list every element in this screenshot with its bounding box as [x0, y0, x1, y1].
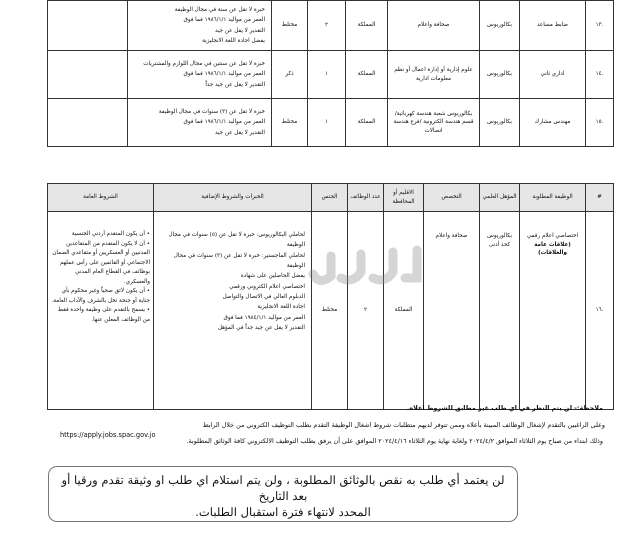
header-governorate: الاقليم أو المحافظة — [384, 184, 424, 212]
requirements — [128, 51, 272, 99]
job-count: ٢ — [308, 1, 346, 51]
condition-item: • أن يكون لائق صحياً وغير محكوم بأي جناية أو جنحة تخل بالشرف والآداب العامة. — [51, 287, 150, 306]
row-number: .١٦ — [586, 212, 614, 410]
job-title: مهندس مشارك — [520, 99, 586, 147]
requirement-line: اختصاصي اعلام الكتروني ورقمي — [229, 283, 305, 290]
governorate: المملكة — [346, 51, 388, 99]
condition-item: • أن لا يكون المتقدم من المتقاعدين المدنيين أو العسكريين أو متقاعدي الضمان الاجتماعي أو القائمين على رأس عملهم بوظائف في القطاع العام المدني والعسكري. — [51, 240, 150, 288]
header-title: الوظيفة المطلوبة — [520, 184, 586, 212]
table-row — [48, 99, 614, 147]
notice-line: لن يعتمد أي طلب به نقص بالوثائق المطلوبة ، ولن يتم استلام اي طلب او وثيقة تقدم ورقيا أو بعد التاريخ — [61, 473, 505, 504]
table-header-row — [48, 184, 614, 212]
job-title-line: اختصاصي اعلام رقمي — [526, 233, 579, 239]
note-dates: وذلك ابتداء من صباح يوم الثلاثاء الموافق ٢٠٢٤/٤/٢ ولغاية نهاية يوم الثلاثاء ٢٠٢٤/٤/١٦ الموافق على أن يرفق بطلب التوظيف الالكتروني كافة الوثائق المطلوبة. — [186, 437, 603, 445]
header-conditions: الشروط العامة — [48, 184, 154, 212]
requirement-line: خبرة لا تقل عن (٣) سنوات في مجال الوظيفة — [158, 108, 265, 115]
gender: ذكر — [272, 51, 308, 99]
specialization: بكالوريوس شعبة هندسة كهربائية/قسم هندسة الكترونية /فرع هندسة اتصالات — [388, 99, 480, 147]
header-qualification: المؤهل العلمي — [480, 184, 520, 212]
notice-line: المحدد لانتهاء فترة استقبال الطلبات. — [195, 505, 371, 520]
gender: مختلط — [312, 212, 348, 410]
job-title-line: (علاقات عامة — [534, 241, 571, 248]
job-count: ١ — [308, 51, 346, 99]
condition-item: • أن يكون المتقدم أردني الجنسية — [51, 230, 150, 240]
requirement-line: لحاملي الماجستير: خبرة لا تقل عن (٣) سنوات في مجال الوظيفة — [173, 252, 305, 270]
gender: مختلط — [272, 1, 308, 51]
header-count: عدد الوظائف — [348, 184, 384, 212]
table-row — [48, 1, 614, 51]
requirements — [154, 212, 312, 410]
requirement-line: التقدير لا يقل عن جيد — [215, 129, 265, 136]
general-conditions — [48, 1, 128, 51]
row-number: .١٥ — [586, 99, 614, 147]
row-number: .١٤ — [586, 51, 614, 99]
notice-box — [48, 466, 518, 522]
requirement-line: العمر من مواليد ١٩٨٦/١/١ فما فوق — [183, 119, 265, 126]
job-title: اداري ثاني — [520, 51, 586, 99]
header-gender: الجنس — [312, 184, 348, 212]
specialization: صحافة واعلام — [424, 212, 480, 410]
table-row — [48, 51, 614, 99]
governorate: المملكة — [346, 1, 388, 51]
qualification: بكالوريوس — [480, 99, 520, 147]
header-requirements: الخبرات والشروط الإضافية — [154, 184, 312, 212]
note-title: ملاحظة:- لن يتم النظر في اي طلب غير مطابق للشروط اعلاه. — [406, 404, 603, 412]
requirement-line: خبرة لا تقل عن سنة في مجال الوظيفة — [174, 6, 265, 13]
note-apply-instructions: وعلى الراغبين بالتقدم لإشغال الوظائف المبينة بأعلاه وممن تتوفر لديهم متطلبات شروط اشغال الوظيفة التقدم بطلب التوظيف الكتروني من خلال الرابط — [202, 421, 605, 429]
governorate: المملكة — [384, 212, 424, 410]
requirement-line: العمر من مواليد ١٩٨٦/١/١ فما فوق — [183, 17, 265, 24]
gender: مختلط — [272, 99, 308, 147]
requirements — [128, 1, 272, 51]
table-row — [48, 212, 614, 410]
specialization: صحافة واعلام — [388, 1, 480, 51]
requirement-line: التقدير لا يقل عن جيد جداً في المؤهل — [217, 325, 305, 332]
requirement-line: يفضل اجادة اللغة الانجليزية — [202, 37, 265, 44]
requirement-line: الدبلوم العالي في الاتصال والتواصل — [222, 294, 305, 301]
job-title: ضابط مساعد — [520, 1, 586, 51]
header-number: # — [586, 184, 614, 212]
condition-item: • يسمح بالتقدم على وظيفة واحدة فقط من الوظائف المعلن عنها. — [51, 306, 150, 325]
jobs-table-top — [47, 0, 614, 147]
requirement-line: التقدير لا يقل عن جيد جداً — [205, 81, 265, 88]
requirement-line: يفضل الحاصلين على شهادة — [240, 273, 305, 280]
requirement-line: خبرة لا تقل عن سنتين في مجال اللوازم والمشتريات — [143, 60, 265, 67]
requirement-line: اجادة اللغة الانجليزية — [257, 304, 305, 311]
job-count: ٢ — [348, 212, 384, 410]
apply-link[interactable]: https://apply.jobs.spac.gov.jo — [60, 431, 156, 439]
header-specialization: التخصص — [424, 184, 480, 212]
qualification: بكالوريوس — [480, 51, 520, 99]
qualification: بكالوريوس — [480, 1, 520, 51]
general-conditions — [48, 51, 128, 99]
row-number: .١٣ — [586, 1, 614, 51]
requirement-line: التقدير لا يقل عن جيد — [215, 27, 265, 34]
requirement-line: العمر من مواليد ١٩٨٤/١/١ فما فوق — [223, 314, 305, 321]
specialization: علوم إدارية أو إدارة اعمال أو نظم معلومات ادارية — [388, 51, 480, 99]
qualification: بكالوريوس كحد أدنى — [480, 212, 520, 410]
job-title-line: والعلاقات) — [538, 250, 567, 257]
general-conditions — [48, 212, 154, 410]
governorate: المملكة — [346, 99, 388, 147]
jobs-table-main — [47, 183, 614, 410]
requirement-line: لحاملي البكالوريوس: خبرة لا تقل عن (٥) سنوات في مجال الوظيفة — [168, 232, 305, 249]
requirements — [128, 99, 272, 147]
requirement-line: العمر من مواليد ١٩٨٦/١/١ فما فوق — [183, 71, 265, 78]
job-title — [520, 212, 586, 410]
general-conditions — [48, 99, 128, 147]
job-count: ١ — [308, 99, 346, 147]
